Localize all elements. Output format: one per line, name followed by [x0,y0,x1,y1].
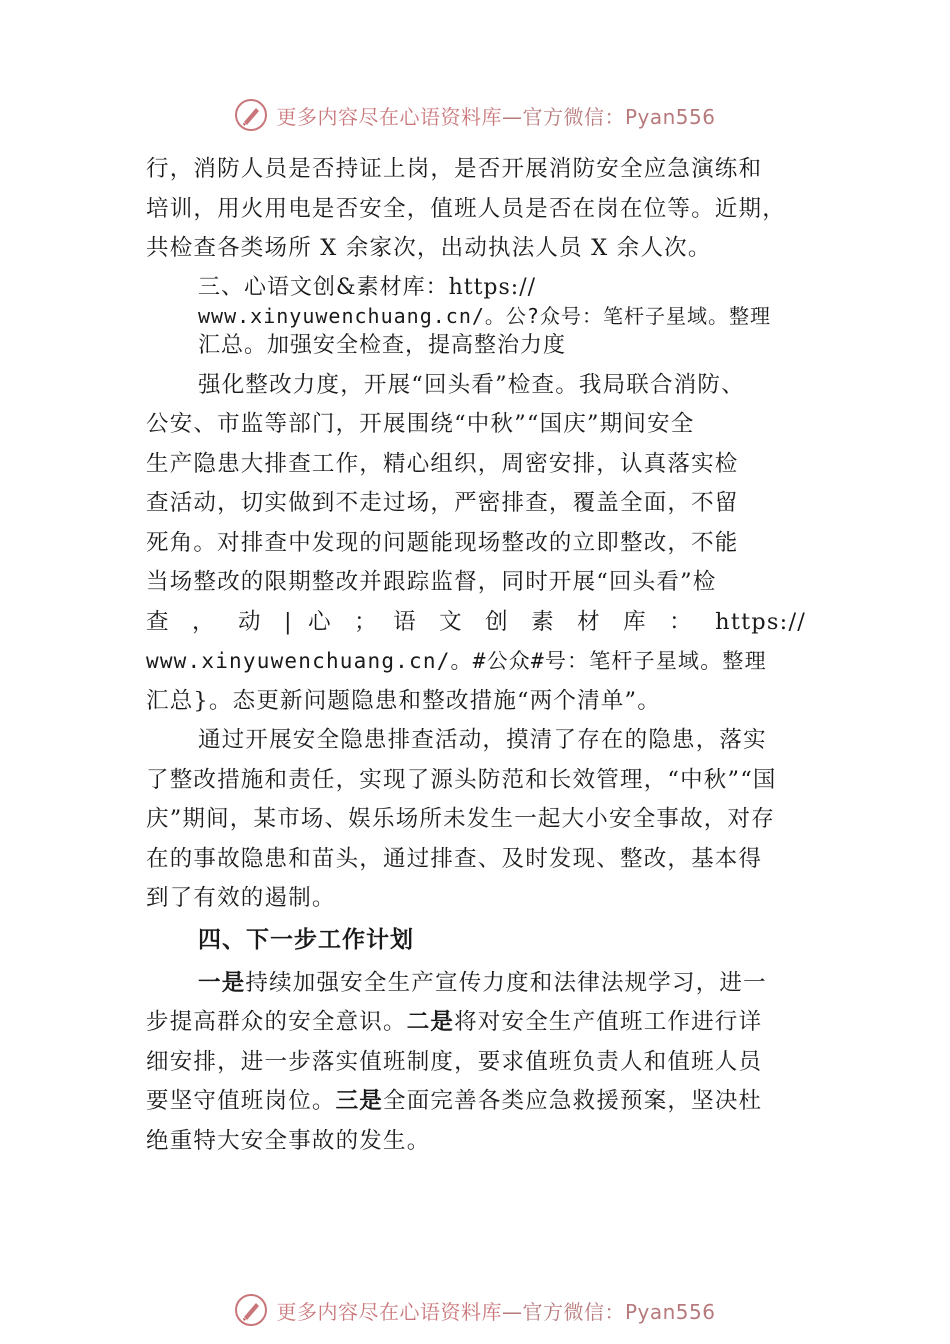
banner-text-rest: —官方微信：Pyan556 [501,1299,716,1324]
first-point-text: 持续加强安全生产宣传力度和法律法规学习，进一 步提高群众的安全意识。 [146,969,767,1035]
section-four-heading: 四、下一步工作计划 [198,926,414,953]
paragraph-rectification-line-spaced: 查 ， 动 | 心 ； 语 文 创 素 材 库 ： https:// [146,608,806,635]
paragraph-results: 通过开展安全隐患排查活动，摸清了存在的隐患，落实 了整改措施和责任，实现了源头防范和长效管理，“中秋”“国 庆”期间，某市场、娱乐场所未发生一起大小安全事故，对存 在的事故隐患和苗头，通过排查、及时发现、整改，基本得 到了有效的遏制。 [146,727,777,911]
banner-text [276,101,715,130]
bottom-banner [0,1290,950,1330]
banner-text-colored: 更多内容尽在心语资料库 [276,104,502,129]
paragraph-fire-safety: 行，消防人员是否持证上岗，是否开展消防安全应急演练和 培训，用火用电是否安全，值班人员是否在岗在位等。近期， 共检查各类场所 X 余家次，出动执法人员 X 余人次。 [146,156,786,261]
second-point-label: 二是 [406,1009,455,1035]
banner-text-colored: 更多内容尽在心语资料库 [276,1299,502,1324]
banner-text [276,1296,715,1325]
section-three-line-2: www.xinyuwenchuang.cn/。公?众号：笔杆子星域。整理 [198,303,771,328]
banner-text-rest: —官方微信：Pyan556 [501,104,716,129]
pen-nib-logo-icon [234,1293,268,1327]
paragraph-rectification: 强化整改力度，开展“回头看”检查。我局联合消防、 公安、市监等部门，开展围绕“中秋”“国庆”期间安全 生产隐患大排查工作，精心组织，周密安排，认真落实检 查活动，切实做到不走过场，严密排查，覆盖全面，不留 死角。对排查中发现的问题能现场整改的立即整改，不能 当场整改的限期整改并跟踪监督，同时开展“回头看”检 [146,371,745,595]
paragraph-rectification-end: 汇总}。态更新问题隐患和整改措施“两个清单”。 [146,687,661,714]
document-body [146,150,806,1161]
third-point-label: 三是 [335,1088,384,1114]
top-banner [0,95,950,135]
pen-nib-logo-icon [234,98,268,132]
third-point-text: 全面完善各类应急救援预案，坚决杜 绝重特大安全事故的发生。 [146,1088,763,1154]
paragraph-rectification-url-line: www.xinyuwenchuang.cn/。#公众#号：笔杆子星域。整理 [146,649,767,673]
first-point-label: 一是 [198,969,246,996]
paragraph-next-steps [146,964,806,1162]
second-point-text: 将对安全生产值班工作进行详 细安排，进一步落实值班制度，要求值班负责人和值班人员 要坚守值班岗位。 [146,1009,763,1114]
section-three-line-3: 汇总。加强安全检查，提高整治力度 [198,332,567,358]
section-three-line-1: 三、心语文创&素材库：https:// [198,274,537,300]
section-three-heading [198,273,806,360]
